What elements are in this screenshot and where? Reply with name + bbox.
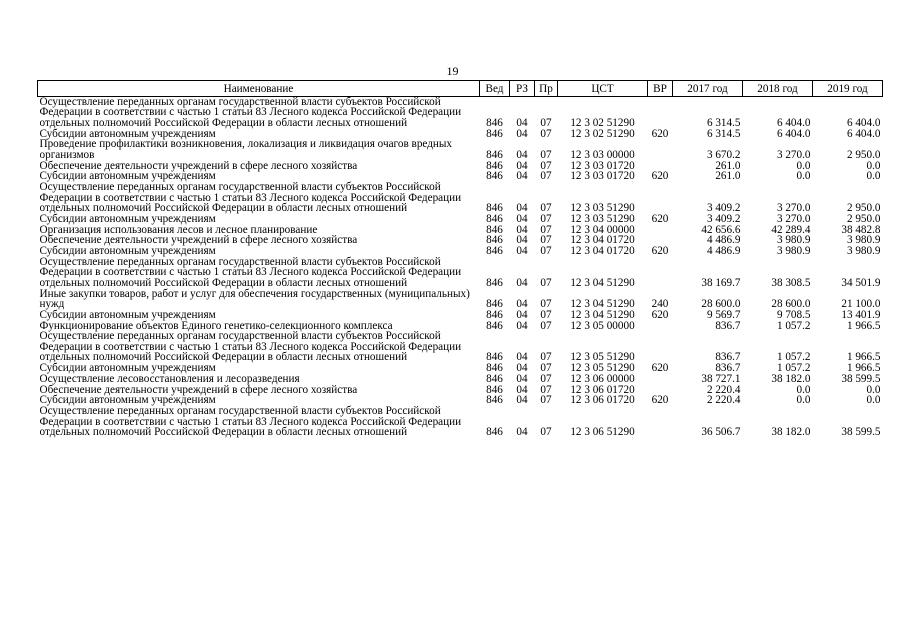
cell-name: Субсидии автономным учреждениям [39, 394, 216, 407]
cell-pr: 07 [540, 362, 552, 375]
cell-name: Субсидии автономным учреждениям [39, 127, 216, 140]
cell-rz: 04 [516, 383, 528, 396]
cell-year-2019: 0.0 [866, 170, 881, 183]
cell-cst: 12 3 04 51290 [570, 308, 635, 321]
cell-year-2019: 0.0 [866, 394, 881, 407]
cell-cst: 12 3 06 00000 [570, 372, 635, 385]
cell-cst: 12 3 06 01720 [570, 383, 635, 396]
cell-name: Осуществление переданных органам государственной власти субъектов Российской Федерации в соответствии с частью 1 статьи 83 Лесного кодекса Российской Федерации отдельных полномочий Российской Федерации в области лесных отношений [39, 330, 462, 364]
header-vr: ВР [648, 81, 673, 97]
cell-year-2019: 13 401.9 [841, 308, 881, 321]
cell-cst: 12 3 05 51290 [570, 362, 635, 375]
table-body [38, 97, 883, 438]
cell-year-2017: 836.7 [715, 351, 741, 364]
cell-name: Обеспечение деятельности учреждений в сфере лесного хозяйства [39, 383, 358, 396]
cell-vr: 620 [651, 245, 669, 258]
cell-cst: 12 3 06 51290 [570, 426, 635, 439]
cell-year-2017: 3 409.2 [706, 212, 741, 225]
header-ved: Вед [480, 81, 510, 97]
cell-name: Осуществление переданных органам государственной власти субъектов Российской Федерации в соответствии с частью 1 статьи 83 Лесного кодекса Российской Федерации отдельных полномочий Российской Федерации в области лесных отношений [39, 256, 462, 289]
cell-vr [648, 139, 673, 160]
cell-year-2019: 2 950.0 [846, 148, 881, 161]
cell-name: Осуществление переданных органам государственной власти субъектов Российской Федерации в соответствии с частью 1 статьи 83 Лесного кодекса Российской Федерации отдельных полномочий Российской Федерации в области лесных отношений [39, 96, 462, 129]
cell-ved: 846 [486, 202, 503, 215]
cell-year-2019: 38 482.8 [841, 223, 881, 236]
header-2019: 2019 год [813, 81, 883, 97]
cell-name: Субсидии автономным учреждениям [39, 245, 216, 258]
cell-pr: 07 [540, 319, 552, 332]
cell-ved: 846 [486, 159, 503, 172]
cell-pr: 07 [540, 234, 552, 247]
table-row [38, 331, 883, 363]
cell-vr [648, 97, 673, 129]
cell-year-2018: 9 708.5 [776, 308, 811, 321]
cell-rz: 04 [516, 234, 528, 247]
cell-name: Иные закупки товаров, работ и услуг для обеспечения государственных (муниципальных) нужд [39, 287, 470, 311]
cell-pr: 07 [540, 394, 552, 407]
cell-year-2018: 38 308.5 [771, 276, 811, 289]
table-row [38, 310, 883, 321]
cell-year-2019: 6 404.0 [846, 127, 881, 140]
table-row [38, 406, 883, 438]
cell-year-2017: 28 600.0 [701, 298, 741, 311]
cell-name: Осуществление лесовосстановления и лесоразведения [39, 372, 300, 385]
cell-year-2018: 28 600.0 [771, 298, 811, 311]
cell-ved: 846 [486, 351, 503, 364]
cell-ved: 846 [486, 148, 503, 161]
cell-rz: 04 [516, 372, 528, 385]
cell-pr: 07 [540, 212, 552, 225]
cell-pr: 07 [540, 148, 552, 161]
cell-year-2018: 3 980.9 [776, 234, 811, 247]
cell-vr [648, 331, 673, 363]
table-row [38, 139, 883, 160]
cell-vr: 620 [651, 170, 669, 183]
cell-cst: 12 3 04 01720 [570, 245, 635, 258]
cell-year-2018: 1 057.2 [776, 351, 811, 364]
cell-pr: 07 [540, 245, 552, 258]
cell-name: Обеспечение деятельности учреждений в сфере лесного хозяйства [39, 234, 358, 247]
cell-rz: 04 [516, 298, 528, 311]
cell-name: Субсидии автономным учреждениям [39, 362, 216, 375]
cell-name: Организация использования лесов и лесное планирование [39, 223, 318, 236]
cell-vr [648, 406, 673, 438]
cell-ved: 846 [486, 319, 503, 332]
cell-year-2018: 38 182.0 [771, 372, 811, 385]
cell-rz: 04 [516, 159, 528, 172]
cell-year-2017: 261.0 [715, 159, 741, 172]
cell-pr: 07 [540, 298, 552, 311]
cell-vr [648, 225, 673, 236]
cell-name: Осуществление переданных органам государственной власти субъектов Российской Федерации в соответствии с частью 1 статьи 83 Лесного кодекса Российской Федерации отдельных полномочий Российской Федерации в области лесных отношений [39, 181, 462, 215]
cell-cst: 12 3 03 01720 [570, 170, 635, 183]
cell-year-2018: 3 270.0 [776, 212, 811, 225]
cell-year-2017: 3 670.2 [706, 148, 741, 161]
header-2017: 2017 год [673, 81, 743, 97]
cell-year-2019: 3 980.9 [846, 245, 881, 258]
cell-vr: 620 [651, 394, 669, 407]
cell-rz: 04 [516, 148, 528, 161]
cell-year-2018: 3 270.0 [776, 148, 811, 161]
cell-year-2019: 21 100.0 [841, 298, 881, 311]
table-header-row [38, 81, 883, 97]
cell-pr: 07 [540, 127, 552, 140]
cell-rz: 04 [516, 245, 528, 258]
cell-year-2019: 38 599.5 [841, 372, 881, 385]
cell-year-2018: 1 057.2 [776, 319, 811, 332]
cell-ved: 846 [486, 383, 503, 396]
cell-name: Проведение профилактики возникновения, локализация и ликвидация очагов вредных организмов [39, 138, 453, 161]
cell-name: Функционирование объектов Единого генетико-селекционного комплекса [39, 319, 393, 332]
cell-year-2018: 3 980.9 [776, 245, 811, 258]
cell-ved: 846 [486, 372, 503, 385]
cell-ved: 846 [486, 234, 503, 247]
cell-year-2017: 4 486.9 [706, 234, 741, 247]
cell-name: Субсидии автономным учреждениям [39, 212, 216, 225]
table-row [38, 214, 883, 225]
cell-year-2017: 6 314.5 [706, 116, 741, 129]
cell-pr: 07 [540, 170, 552, 183]
cell-year-2019: 6 404.0 [846, 116, 881, 129]
budget-table [37, 80, 883, 438]
cell-pr: 07 [540, 223, 552, 236]
cell-rz: 04 [516, 319, 528, 332]
cell-year-2019: 0.0 [866, 159, 881, 172]
cell-year-2018: 0.0 [796, 383, 811, 396]
cell-vr: 240 [651, 298, 669, 311]
cell-rz: 04 [516, 170, 528, 183]
cell-ved: 846 [486, 245, 503, 258]
cell-rz: 04 [516, 426, 528, 439]
cell-pr: 07 [540, 116, 552, 129]
cell-year-2019: 2 950.0 [846, 202, 881, 215]
cell-year-2017: 4 486.9 [706, 245, 741, 258]
header-name: Наименование [38, 81, 480, 97]
cell-pr: 07 [540, 426, 552, 439]
cell-cst: 12 3 03 51290 [570, 202, 635, 215]
cell-year-2019: 0.0 [866, 383, 881, 396]
cell-year-2018: 42 289.4 [771, 223, 811, 236]
header-2018: 2018 год [743, 81, 813, 97]
cell-ved: 846 [486, 362, 503, 375]
cell-cst: 12 3 02 51290 [570, 116, 635, 129]
cell-ved: 846 [486, 212, 503, 225]
table-row [38, 374, 883, 385]
cell-year-2019: 1 966.5 [846, 351, 881, 364]
header-pr: Пр [535, 81, 558, 97]
cell-pr: 07 [540, 202, 552, 215]
cell-rz: 04 [516, 308, 528, 321]
cell-year-2018: 1 057.2 [776, 362, 811, 375]
cell-year-2018: 0.0 [796, 394, 811, 407]
cell-pr: 07 [540, 159, 552, 172]
cell-year-2019: 38 599.5 [841, 426, 881, 439]
cell-cst: 12 3 04 01720 [570, 234, 635, 247]
cell-cst: 12 3 05 51290 [570, 351, 635, 364]
cell-year-2019: 2 950.0 [846, 212, 881, 225]
table-row [38, 289, 883, 310]
cell-year-2019: 1 966.5 [846, 319, 881, 332]
cell-name: Субсидии автономным учреждениям [39, 170, 216, 183]
cell-name: Обеспечение деятельности учреждений в сфере лесного хозяйства [39, 159, 358, 172]
cell-year-2017: 836.7 [715, 362, 741, 375]
cell-name: Осуществление переданных органам государственной власти субъектов Российской Федерации в соответствии с частью 1 статьи 83 Лесного кодекса Российской Федерации отдельных полномочий Российской Федерации в области лесных отношений [39, 405, 462, 439]
cell-year-2017: 36 506.7 [701, 426, 741, 439]
header-rz: РЗ [510, 81, 535, 97]
cell-vr: 620 [651, 362, 669, 375]
cell-year-2017: 836.7 [715, 319, 741, 332]
cell-rz: 04 [516, 394, 528, 407]
cell-rz: 04 [516, 127, 528, 140]
cell-ved: 846 [486, 426, 503, 439]
cell-ved: 846 [486, 298, 503, 311]
cell-cst: 12 3 04 51290 [570, 298, 635, 311]
cell-year-2017: 2 220.4 [706, 383, 741, 396]
cell-pr: 07 [540, 276, 552, 289]
cell-vr [648, 374, 673, 385]
cell-year-2018: 38 182.0 [771, 426, 811, 439]
cell-year-2019: 1 966.5 [846, 362, 881, 375]
cell-cst: 12 3 03 00000 [570, 148, 635, 161]
cell-pr: 07 [540, 372, 552, 385]
cell-ved: 846 [486, 394, 503, 407]
cell-rz: 04 [516, 351, 528, 364]
cell-rz: 04 [516, 212, 528, 225]
cell-pr: 07 [540, 351, 552, 364]
cell-ved: 846 [486, 170, 503, 183]
cell-pr: 07 [540, 308, 552, 321]
cell-year-2018: 0.0 [796, 159, 811, 172]
cell-vr: 620 [651, 127, 669, 140]
cell-cst: 12 3 03 51290 [570, 212, 635, 225]
cell-year-2017: 38 727.1 [701, 372, 741, 385]
cell-ved: 846 [486, 223, 503, 236]
cell-vr [648, 182, 673, 214]
cell-rz: 04 [516, 276, 528, 289]
cell-name: Субсидии автономным учреждениям [39, 308, 216, 321]
cell-year-2018: 6 404.0 [776, 127, 811, 140]
cell-year-2019: 34 501.9 [841, 276, 881, 289]
cell-cst: 12 3 06 01720 [570, 394, 635, 407]
table-row [38, 257, 883, 289]
cell-vr: 620 [651, 212, 669, 225]
cell-vr: 620 [651, 308, 669, 321]
cell-ved: 846 [486, 127, 503, 140]
cell-year-2017: 261.0 [715, 170, 741, 183]
cell-rz: 04 [516, 223, 528, 236]
cell-rz: 04 [516, 116, 528, 129]
page-number: 19 [446, 64, 459, 78]
cell-cst: 12 3 04 51290 [570, 276, 635, 289]
header-cst: ЦСТ [558, 81, 648, 97]
cell-pr: 07 [540, 383, 552, 396]
cell-year-2019: 3 980.9 [846, 234, 881, 247]
cell-ved: 846 [486, 116, 503, 129]
cell-year-2017: 38 169.7 [701, 276, 741, 289]
cell-vr [648, 321, 673, 332]
cell-year-2017: 6 314.5 [706, 127, 741, 140]
cell-cst: 12 3 03 01720 [570, 159, 635, 172]
cell-rz: 04 [516, 202, 528, 215]
cell-year-2017: 2 220.4 [706, 394, 741, 407]
table-row [38, 97, 883, 129]
table-row [38, 182, 883, 214]
cell-year-2018: 0.0 [796, 170, 811, 183]
cell-cst: 12 3 05 00000 [570, 319, 635, 332]
cell-cst: 12 3 04 00000 [570, 223, 635, 236]
cell-year-2017: 3 409.2 [706, 202, 741, 215]
cell-cst: 12 3 02 51290 [570, 127, 635, 140]
cell-year-2017: 9 569.7 [706, 308, 741, 321]
cell-year-2017: 42 656.6 [701, 223, 741, 236]
cell-vr [648, 257, 673, 289]
cell-year-2018: 6 404.0 [776, 116, 811, 129]
cell-ved: 846 [486, 276, 503, 289]
cell-rz: 04 [516, 362, 528, 375]
cell-year-2018: 3 270.0 [776, 202, 811, 215]
cell-ved: 846 [486, 308, 503, 321]
